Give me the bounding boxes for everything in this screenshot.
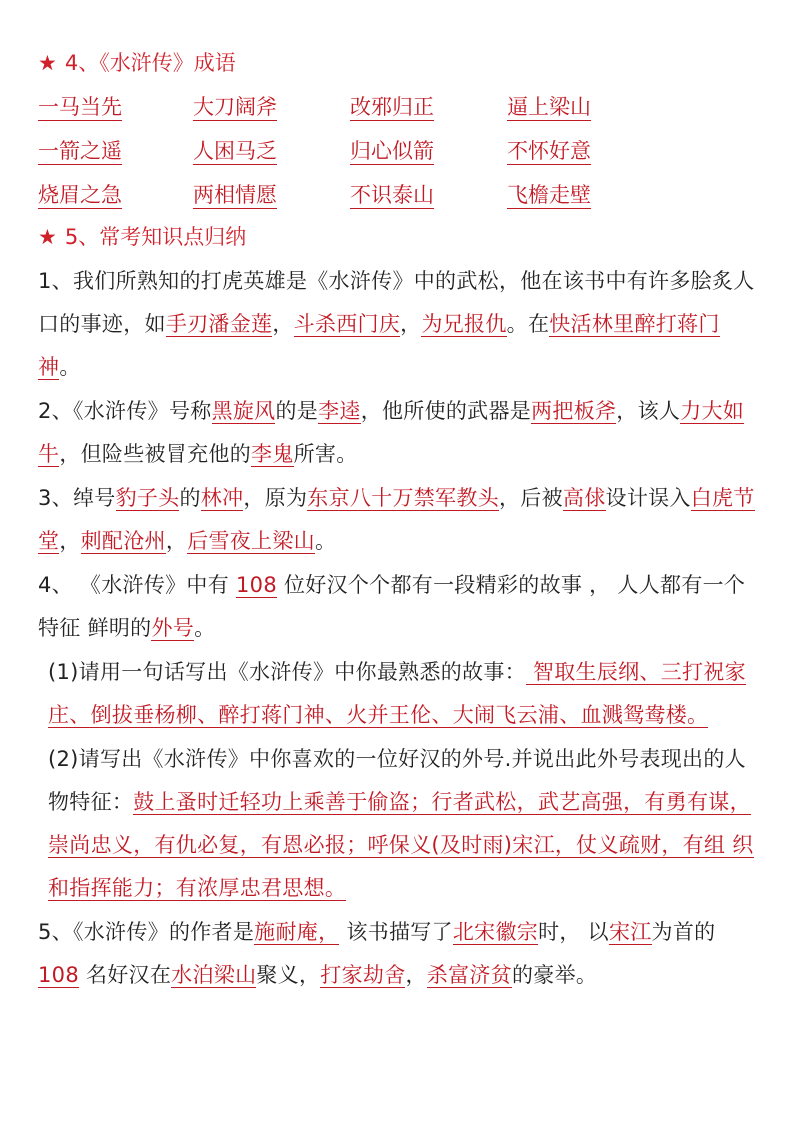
idiom-item: 大刀阔斧 <box>193 95 277 119</box>
idiom-item: 一马当先 <box>38 95 122 119</box>
idiom-item: 飞檐走壁 <box>507 183 591 207</box>
star-icon: ★ <box>38 225 57 249</box>
idiom-item: 人困马乏 <box>193 139 277 163</box>
idiom-item: 不识泰山 <box>350 183 434 207</box>
idiom-item: 归心似箭 <box>350 139 434 163</box>
idiom-item: 改邪归正 <box>350 95 434 119</box>
section-4-heading <box>38 46 757 80</box>
question-2: (2)请写出《水浒传》中你喜欢的一位好汉的外号.并说出此外号表现出的人物特征：鼓上蚤时迁轻功上乘善于偷盗；行者武松，武艺高强，有勇有谋， 崇尚忠义，有仇必复，有恩必报；呼保义(及时雨)宋江，仗义疏财，有组 织和指挥能力；有浓厚忠君思想。 <box>48 747 754 900</box>
point-4: 4、 《水浒传》中有 108 位好汉个个都有一段精彩的故事 ， 人人都有一个特征 鲜明的外号。 <box>38 573 746 640</box>
point-1: 1、我们所熟知的打虎英雄是《水浒传》中的武松，他在该书中有许多脍炙人口的事迹，如手刃潘金莲，斗杀西门庆，为兄报仇。在快活林里醉打蒋门神。 <box>38 269 755 379</box>
section-5-title: 5、常考知识点归纳 <box>64 225 247 249</box>
section-4-title: 4、《水浒传》成语 <box>64 51 236 75</box>
point-3: 3、绰号豹子头的林冲，原为东京八十万禁军教头，后被高俅设计误入白虎节堂，刺配沧州，后雪夜上梁山。 <box>38 486 755 553</box>
point-2: 2、《水浒传》号称黑旋风的是李逵，他所使的武器是两把板斧，该人力大如牛，但险些被冒充他的李鬼所害。 <box>38 399 745 466</box>
star-icon: ★ <box>38 51 57 75</box>
idiom-item: 不怀好意 <box>507 139 591 163</box>
idiom-grid <box>38 90 757 212</box>
question-1: (1)请用一句话写出《水浒传》中你最熟悉的故事： 智取生辰纲、三打祝家庄、倒拔垂杨柳、醉打蒋门神、火并王伦、大闹飞云浦、血溅鸳鸯楼。 <box>48 660 746 727</box>
idiom-item: 逼上梁山 <box>507 95 591 119</box>
idiom-item: 一箭之遥 <box>38 139 122 163</box>
point-5: 5、《水浒传》的作者是施耐庵， 该书描写了北宋徽宗时， 以宋江为首的 108 名好汉在水泊梁山聚义，打家劫舍，杀富济贫的豪举。 <box>38 920 716 987</box>
idiom-item: 烧眉之急 <box>38 183 122 207</box>
section-5-heading <box>38 220 757 254</box>
idiom-item: 两相情愿 <box>193 183 277 207</box>
